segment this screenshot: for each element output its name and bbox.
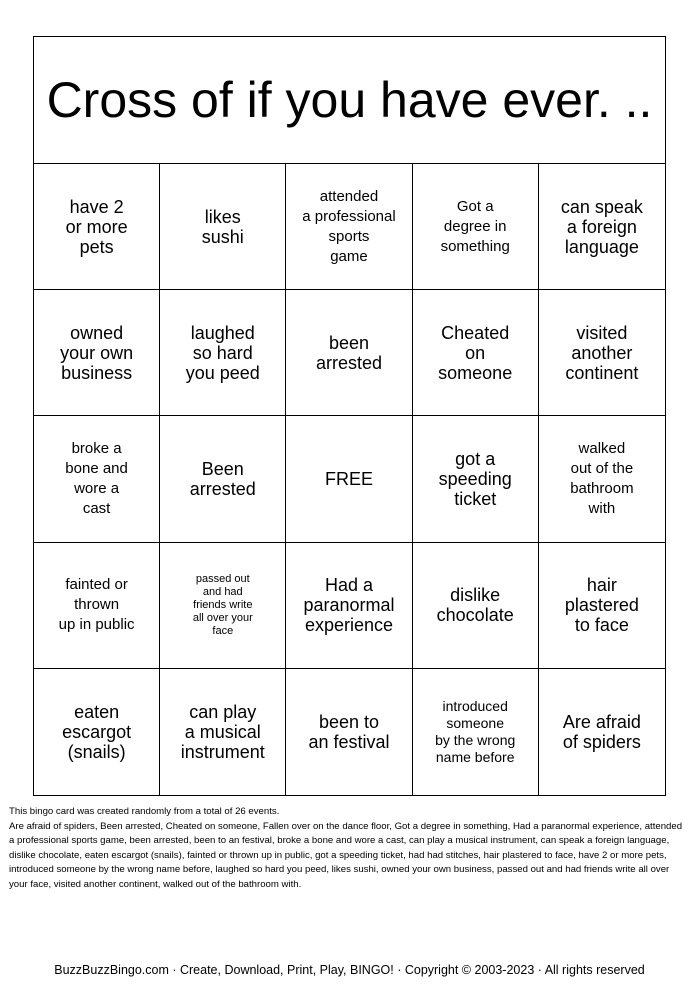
bingo-cell[interactable] [413, 543, 539, 669]
cell-text: hair plastered to face [564, 575, 639, 636]
cell-text: eaten escargot (snails) [62, 701, 132, 762]
bingo-cell[interactable] [160, 416, 286, 542]
cell-text: can play a musical instrument [180, 701, 265, 762]
bingo-cell[interactable] [539, 416, 665, 542]
cell-text: walked out of the bathroom with [570, 439, 634, 517]
bingo-cell[interactable] [539, 543, 665, 669]
event-count-note: This bingo card was created randomly from a total of 26 events. [9, 806, 280, 817]
bingo-cell[interactable] [539, 669, 665, 795]
bingo-cell[interactable] [286, 164, 412, 290]
bingo-cell[interactable] [34, 164, 160, 290]
cell-text: fainted or thrown up in public [58, 576, 135, 634]
bingo-card [33, 36, 666, 796]
cell-text: visited another continent [565, 322, 639, 383]
bingo-cell[interactable] [413, 416, 539, 542]
cell-text: Been arrested [189, 458, 256, 499]
free-space-cell[interactable] [286, 416, 412, 542]
bingo-cell[interactable] [413, 164, 539, 290]
cell-text: broke a bone and wore a cast [65, 439, 128, 517]
bingo-cell[interactable] [34, 416, 160, 542]
cell-text: Are afraid of spiders [562, 711, 641, 752]
bingo-cell[interactable] [286, 290, 412, 416]
cell-text: can speak a foreign language [560, 196, 643, 257]
cell-text: Cheated on someone [438, 322, 513, 383]
bingo-cell[interactable] [34, 669, 160, 795]
card-title: Cross of if you have ever. .. [46, 72, 653, 128]
cell-text: attended a professional sports game [302, 187, 396, 265]
cell-text: have 2 or more pets [65, 196, 128, 257]
bingo-cell[interactable] [539, 290, 665, 416]
bingo-cell[interactable] [413, 669, 539, 795]
cell-text: owned your own business [60, 322, 134, 383]
bingo-cell[interactable] [413, 290, 539, 416]
card-description [9, 805, 689, 892]
bingo-cell[interactable] [539, 164, 665, 290]
cell-text: dislike chocolate [436, 585, 514, 626]
cell-text: got a speeding ticket [438, 448, 512, 509]
event-list: Are afraid of spiders, Been arrested, Cheated on someone, Fallen over on the dance floor, Got a degree in something, Had a paranormal experience, attended a professional sports game, been arrested, been to an festival, broke a bone and wore a cast, can play a musical instrument, can speak a foreign language, dislike chocolate, eaten escargot (snails), fainted or thrown up in public, got a speeding ticket, had had stitches, hair plastered to face, have 2 or more pets, introduced someone by the wrong name before, laughed so hard you peed, likes sushi, owned your own business, passed out and had friends write all over your face, visited another continent, walked out of the bathroom with. [9, 820, 683, 890]
cell-text: Got a degree in something [440, 197, 510, 255]
cell-text: been to an festival [308, 711, 390, 752]
bingo-cell[interactable] [286, 669, 412, 795]
cell-text: FREE [324, 468, 373, 489]
bingo-cell[interactable] [286, 543, 412, 669]
bingo-cell[interactable] [34, 290, 160, 416]
cell-text: likes sushi [201, 206, 244, 247]
bingo-cell[interactable] [160, 290, 286, 416]
site-footer: BuzzBuzzBingo.com · Create, Download, Print, Play, BINGO! · Copyright © 2003-2023 · All rights reserved [54, 963, 645, 977]
bingo-cell[interactable] [160, 164, 286, 290]
bingo-cell[interactable] [34, 543, 160, 669]
bingo-cell[interactable] [160, 543, 286, 669]
title-row [34, 37, 665, 164]
cell-text: introduced someone by the wrong name before [435, 697, 516, 765]
cell-text: passed out and had friends write all over your face [192, 572, 253, 637]
bingo-cell[interactable] [160, 669, 286, 795]
cell-text: laughed so hard you peed [185, 322, 260, 383]
cell-text: been arrested [315, 332, 383, 373]
cell-text: Had a paranormal experience [303, 575, 395, 636]
bingo-grid [34, 164, 665, 795]
